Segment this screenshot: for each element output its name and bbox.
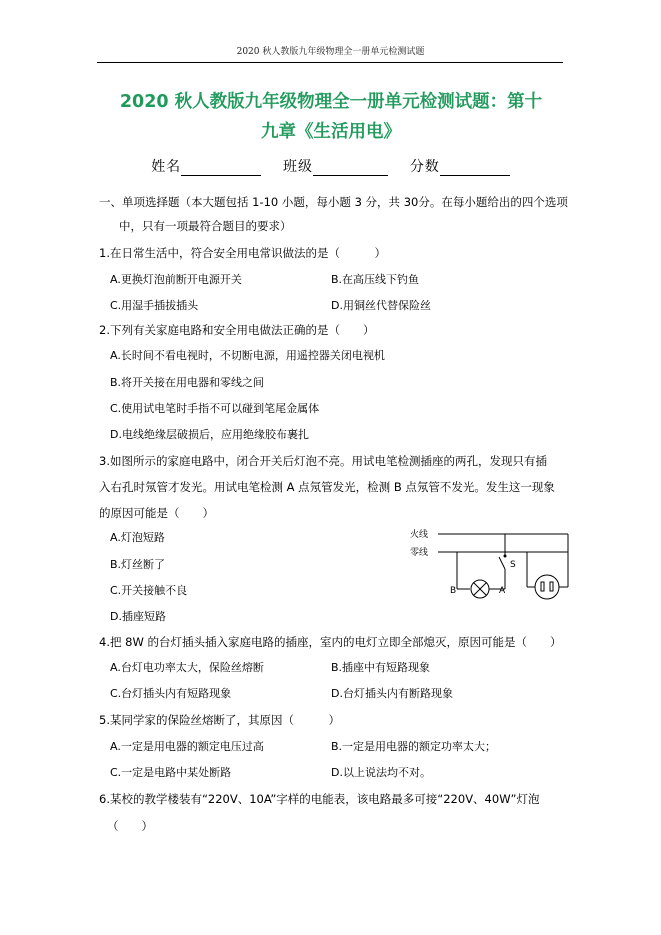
section-heading-2: 中，只有一项最符合题目的要求） (119, 219, 292, 233)
q1-option-d: D.用铜丝代替保险丝 (331, 299, 431, 312)
header-rule (97, 62, 563, 63)
live-wire-label: 火线 (410, 530, 429, 540)
student-info-row (0, 156, 661, 176)
q6-stem-line-2: （ ） (107, 819, 153, 833)
q2-option-a: A.长时间不看电视时，不切断电源，用遥控器关闭电视机 (110, 349, 385, 362)
name-blank (181, 159, 261, 176)
q3-stem-line-1: 3.如图所示的家庭电路中，闭合开关后灯泡不亮。用试电笔检测插座的两孔，发现只有插 (99, 454, 547, 468)
q3-option-d: D.插座短路 (110, 610, 166, 623)
q4-option-a: A.台灯电功率太大，保险丝熔断 (110, 661, 264, 674)
score-blank (440, 159, 510, 176)
q3-stem-line-2: 入右孔时氖管才发光。用试电笔检测 A 点氖管发光，检测 B 点氖管不发光。发生这一现象 (99, 480, 555, 494)
class-label: 班级 (283, 159, 313, 175)
q4-option-b: B.插座中有短路现象 (331, 661, 431, 674)
running-header: 2020 秋人教版九年级物理全一册单元检测试题 (236, 47, 425, 57)
q1-option-c: C.用湿手插拔插头 (110, 299, 199, 312)
score-label: 分数 (409, 159, 440, 175)
title-line-1: 2020 秋人教版九年级物理全一册单元检测试题：第十 (119, 92, 543, 112)
q4-option-d: D.台灯插头内有断路现象 (331, 687, 453, 700)
q2-stem: 2.下列有关家庭电路和安全用电做法正确的是（ ） (99, 323, 375, 337)
point-a-label: A (499, 586, 506, 596)
page-title (90, 87, 572, 147)
section-heading-1: 一、单项选择题（本大题包括 1-10 小题，每小题 3 分，共 30分。在每小题给出的四个选项 (99, 195, 568, 209)
q2-option-b: B.将开关接在用电器和零线之间 (110, 376, 265, 389)
switch-label: S (510, 560, 516, 570)
q4-option-c: C.台灯插头内有短路现象 (110, 687, 232, 700)
q5-option-d: D.以上说法均不对。 (331, 766, 431, 779)
q3-stem-line-3: 的原因可能是（ ） (99, 506, 214, 520)
q2-option-d: D.电线绝缘层破损后，应用绝缘胶布裹扎 (110, 428, 309, 441)
household-circuit-diagram (410, 525, 575, 607)
q3-option-b: B.灯丝断了 (110, 558, 166, 571)
q1-stem: 1.在日常生活中，符合安全用电常识做法的是（ ） (99, 246, 386, 260)
q5-option-a: A.一定是用电器的额定电压过高 (110, 740, 264, 753)
point-b-label: B (450, 586, 457, 596)
name-label: 姓名 (151, 159, 182, 175)
class-blank (313, 159, 388, 176)
q5-option-b: B.一定是用电器的额定功率太大； (331, 740, 497, 753)
q6-stem-line-1: 6.某校的教学楼装有“220V、10A”字样的电能表，该电路最多可接“220V、40W”灯泡 (99, 792, 540, 806)
q5-option-c: C.一定是电路中某处断路 (110, 766, 232, 779)
switch-blade (499, 557, 505, 569)
title-line-2: 九章《生活用电》 (261, 122, 401, 142)
q1-option-b: B.在高压线下钓鱼 (331, 273, 420, 286)
socket-symbol (535, 575, 559, 599)
socket-hole-right (550, 582, 553, 591)
q1-option-a: A.更换灯泡前断开电源开关 (110, 273, 242, 286)
q2-option-c: C.使用试电笔时手指不可以碰到笔尾金属体 (110, 402, 320, 415)
neutral-wire-label: 零线 (410, 548, 429, 558)
q4-stem: 4.把 8W 的台灯插头插入家庭电路的插座，室内的电灯立即全部熄灭，原因可能是（ ） (99, 635, 562, 649)
socket-hole-left (541, 582, 544, 591)
q3-option-c: C.开关接触不良 (110, 584, 188, 597)
q5-stem: 5.某同学家的保险丝熔断了，其原因（ ） (99, 713, 340, 727)
q3-option-a: A.灯泡短路 (110, 531, 165, 544)
